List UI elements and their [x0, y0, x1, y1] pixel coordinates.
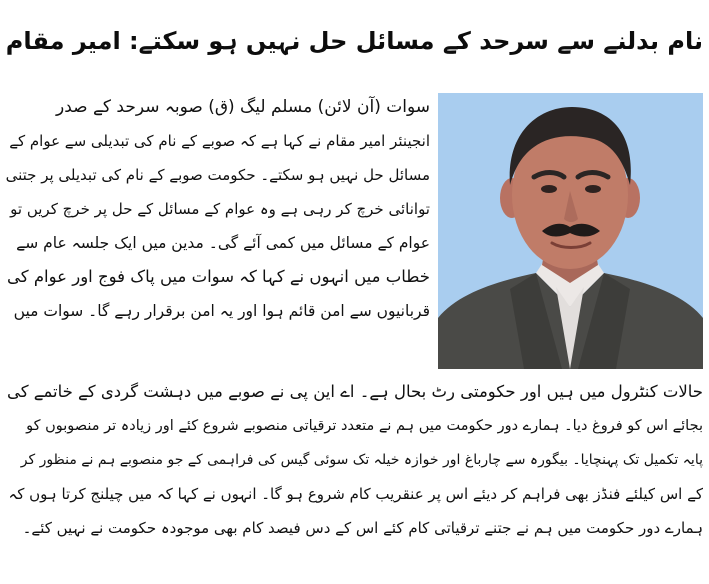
- article-line: مسائل حل نہیں ہو سکتے۔ حکومت صوبے کے نام کی تبدیلی پر جتنی: [6, 166, 430, 184]
- article-line: قربانیوں سے امن قائم ہوا اور یہ امن برقرار رہے گا۔ سوات میں: [13, 302, 430, 320]
- article-line: سوات (آن لائن) مسلم لیگ (ق) صوبہ سرحد کے صدر: [55, 97, 430, 117]
- article-line: انجینئر امیر مقام نے کہا ہے کہ صوبے کے نام کی تبدیلی سے عوام کے: [9, 132, 430, 150]
- article-line: خطاب میں انہوں نے کہا کہ سوات میں پاک فوج اور عوام کی: [6, 267, 430, 286]
- article-line: پایہ تکمیل تک پہنچایا۔ بیگورہ سے چارباغ اور خوازہ خیلہ تک سوئی گیس کی فراہمی کے جو منصوبے ہم نے منظور کر: [20, 452, 703, 468]
- article-column: [6, 90, 430, 328]
- article-line: حالات کنٹرول میں ہیں اور حکومتی رٹ بحال ہے۔ اے این پی نے صوبے میں دہشت گردی کے خاتمے کی: [6, 382, 703, 401]
- article-line: کے اس کیلئے فنڈز بھی فراہم کر دیئے اس پر عنقریب کام شروع ہو گا۔ انہوں نے کہا کہ میں چیلنج کرتا ہوں کہ: [8, 485, 703, 503]
- portrait-photo: [438, 93, 703, 369]
- article-line: عوام کے مسائل میں کمی آئے گی۔ مدین میں ایک جلسہ عام سے: [16, 234, 430, 252]
- article-continuation: [6, 375, 703, 545]
- article-line: توانائی خرچ کر رہی ہے وہ عوام کے مسائل کے حل پر خرچ کریں تو: [10, 200, 430, 218]
- headline: نام بدلنے سے سرحد کے مسائل حل نہیں ہو سکتے: امیر مقام: [5, 27, 703, 55]
- article-line: بجائے اس کو فروغ دیا۔ ہمارے دور حکومت میں ہم نے متعدد ترقیاتی منصوبے شروع کئے اور زیادہ تر منصوبوں کو: [26, 418, 703, 434]
- article-line: ہمارے دور حکومت میں ہم نے جتنے ترقیاتی کام کئے اس کے دس فیصد کام بھی موجودہ حکومت نے نہیں کئے۔: [22, 519, 703, 537]
